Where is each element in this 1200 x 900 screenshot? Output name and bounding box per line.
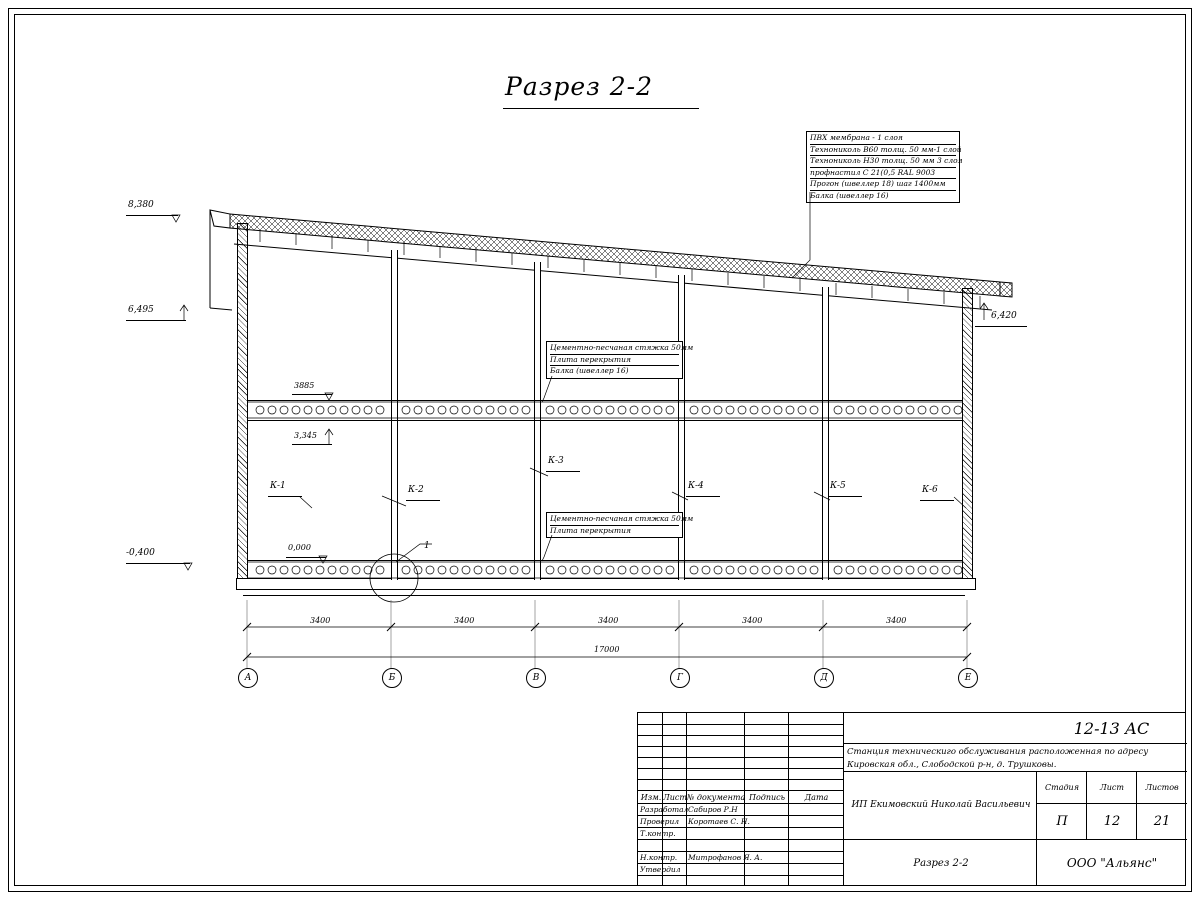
tb-col-header-document: № документа <box>686 792 746 802</box>
elevation-3345-arrow <box>324 426 336 446</box>
axis-bubble-a: А <box>238 668 258 688</box>
wall-right <box>962 288 973 580</box>
stage-value: П <box>1056 814 1068 829</box>
column-label-k1-underline <box>268 496 302 497</box>
page-title: Разрез 2-2 <box>505 72 654 101</box>
dimension-total: 17000 <box>594 645 620 654</box>
column-label-k5: К-5 <box>830 481 846 491</box>
drawing-name: Разрез 2-2 <box>913 857 969 869</box>
sheet-header: Лист <box>1100 783 1124 792</box>
dimension-bay-2: 3400 <box>454 616 475 625</box>
floor-note-lower-leader <box>540 533 554 563</box>
column-label-k2-underline <box>406 500 440 501</box>
column-label-k3-leader <box>528 466 550 480</box>
column-label-k6-leader <box>952 496 968 512</box>
roof-note-line-4: профнастил С 21(0,5 RAL 9003 <box>810 168 956 180</box>
tb-role-0: Разработал <box>640 804 689 814</box>
elevation-6420-arrow <box>978 300 992 322</box>
axis-bubble-b: Б <box>382 668 402 688</box>
floor-note-upper-box <box>546 341 694 379</box>
object-line-2: Кировская обл., Слободской р-н, д. Трушковы. <box>847 759 1057 770</box>
detail-callout-label: 1 <box>424 541 430 551</box>
tb-role-name-5 <box>686 863 744 875</box>
roof-note-line-2: Технониколь В60 толщ. 50 мм-1 слой <box>810 145 956 157</box>
elevation-3345: 3,345 <box>294 431 317 440</box>
client-name: ИП Екимовский Николай Васильевич <box>851 800 1031 810</box>
floor-note-lower-box <box>546 512 694 538</box>
dimension-bay-3: 3400 <box>598 616 619 625</box>
sheets-header: Листов <box>1145 783 1179 792</box>
floor-note-upper-line-2: Плита перекрытия <box>550 355 679 367</box>
column-label-k3: К-3 <box>548 456 564 466</box>
column-label-k6: К-6 <box>922 485 938 495</box>
roof-note-leader <box>790 190 814 280</box>
column-label-k1-leader <box>298 496 314 512</box>
elevation-minus0400-arrow <box>182 561 196 575</box>
elevation-8380-arrow <box>170 213 184 227</box>
floor-note-upper-leader <box>540 374 554 404</box>
roof-note-line-1: ПВХ мембрана - 1 слоя <box>810 133 956 145</box>
sheet-value: 12 <box>1103 814 1121 829</box>
elevation-minus0400: -0,400 <box>126 548 155 558</box>
company-name: ООО "Альянс" <box>1066 856 1158 870</box>
roof-note-box <box>806 131 963 203</box>
dimension-bay-5: 3400 <box>886 616 907 625</box>
axis-bubble-e: Е <box>958 668 978 688</box>
column-label-k4: К-4 <box>688 481 704 491</box>
elevation-6495-arrow <box>178 302 192 322</box>
sheet-code: 12-13 АС <box>1073 718 1150 738</box>
dimension-bay-4: 3400 <box>742 616 763 625</box>
object-line-1: Станция техническиго обслуживания расположенная по адресу <box>847 746 1149 757</box>
column-label-k2-leader <box>380 494 408 508</box>
roof-assembly <box>200 200 1080 340</box>
tb-col-header-izm: Изм. <box>640 792 662 802</box>
floor-note-lower-line-1: Цементно-песчаная стяжка 50мм <box>550 514 679 526</box>
elevation-minus0400-line <box>126 563 190 564</box>
column-label-k3-underline <box>546 471 580 472</box>
elevation-0000-arrow <box>318 555 330 567</box>
column-label-k4-leader <box>670 490 690 504</box>
tb-role-3 <box>638 839 686 851</box>
tb-role-name-4: Митрофанов Я. А. <box>688 852 763 862</box>
wall-left <box>237 223 248 580</box>
tb-role-4: Н.контр. <box>640 852 678 862</box>
tb-role-name-0: Сабиров Р.Н <box>688 804 738 814</box>
tb-col-header-signature: Подпись <box>748 792 785 802</box>
tb-role-name-3 <box>686 839 744 851</box>
title-block <box>637 712 1186 886</box>
tb-role-name-1: Коротаев С. Н. <box>688 816 750 826</box>
tb-col-header-date: Дата <box>804 792 829 802</box>
elevation-6420-line <box>975 326 1027 327</box>
floor-note-upper-line-1: Цементно-песчаная стяжка 50мм <box>550 343 679 355</box>
floor-slab-hollowcore <box>248 400 962 422</box>
column-d <box>822 287 829 580</box>
roof-note-line-3: Технониколь Н30 толщ. 50 мм 3 слоя <box>810 156 956 168</box>
ground-slab-hollowcore <box>248 560 962 580</box>
floor-note-upper-line-3: Балка (швеллер 16) <box>550 366 629 375</box>
ground-line <box>243 595 965 596</box>
dimension-bay-1: 3400 <box>310 616 331 625</box>
roof-note-line-5: Прогон (швеллер 18) шаг 1400мм <box>810 179 956 191</box>
floor-note-lower-line-2: Плита перекрытия <box>550 525 631 535</box>
elevation-3885-arrow <box>324 392 336 404</box>
tb-role-2: Т.контр. <box>640 828 676 838</box>
tb-role-name-2 <box>686 827 744 839</box>
tb-role-1: Проверил <box>640 816 680 826</box>
column-label-k4-underline <box>686 496 720 497</box>
axis-bubble-d: Д <box>814 668 834 688</box>
tb-col-header-list: Лист <box>663 792 687 802</box>
elevation-6495: 6,495 <box>128 305 154 315</box>
elevation-6495-line <box>126 320 186 321</box>
axis-bubble-g: Г <box>670 668 690 688</box>
roof-note-line-6: Балка (швеллер 16) <box>810 190 889 200</box>
column-label-k2: К-2 <box>408 485 424 495</box>
tb-role-5: Утвердил <box>640 864 681 874</box>
column-label-k5-underline <box>828 496 862 497</box>
column-label-k1: К-1 <box>270 481 286 491</box>
elevation-3885: 3885 <box>294 381 315 390</box>
axis-bubble-v: В <box>526 668 546 688</box>
column-label-k5-leader <box>812 490 832 504</box>
elevation-0000: 0,000 <box>288 543 311 552</box>
sheets-value: 21 <box>1153 814 1171 829</box>
elevation-6420: 6,420 <box>991 311 1017 321</box>
elevation-8380: 8,380 <box>128 200 154 210</box>
column-label-k6-underline <box>920 500 954 501</box>
stage-header: Стадия <box>1045 783 1079 792</box>
